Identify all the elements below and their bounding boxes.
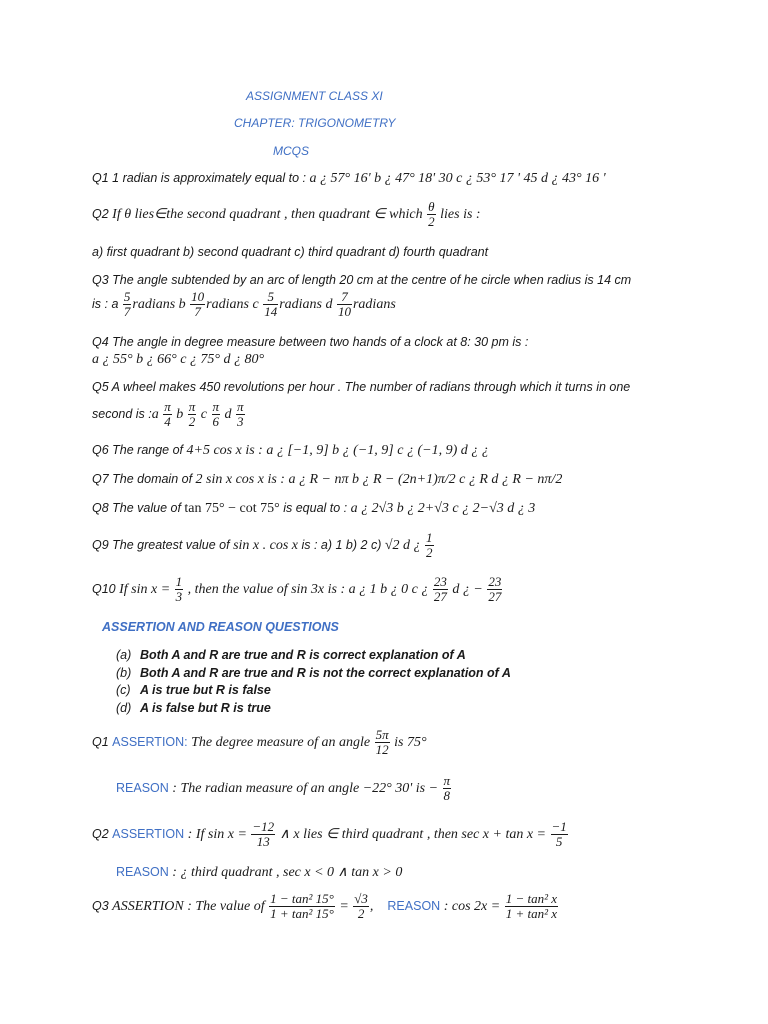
fraction-den: 10	[337, 304, 351, 319]
assertion-question-3	[92, 892, 559, 921]
question-1-options: a ¿ 57° 16' b ¿ 47° 18' 30 c ¿ 53° 17 ' 45 d ¿ 43° 16 '	[309, 171, 606, 186]
question-9	[92, 531, 435, 560]
assertion-option	[116, 648, 466, 662]
question-3-prefix: is : a	[92, 296, 122, 311]
fraction	[353, 892, 369, 921]
reason-tag: REASON	[116, 865, 169, 879]
assertion-question-2	[92, 820, 569, 849]
question-9-text: Q9 The greatest value of	[92, 537, 234, 552]
question-2	[92, 200, 481, 229]
fraction-num: θ	[428, 199, 435, 214]
fraction-num: 23	[488, 574, 502, 589]
fraction-num: 5π	[375, 727, 389, 742]
fraction	[263, 290, 278, 319]
question-10-text: If sin x =	[119, 581, 174, 597]
question-10-text-mid: , then the value of sin 3x is : a ¿ 1 b ¿ 0 c ¿	[184, 581, 432, 597]
fraction	[375, 728, 390, 757]
fraction-num: √3	[354, 891, 368, 906]
reason-tag: REASON	[387, 898, 441, 913]
option-label: (c)	[116, 683, 131, 697]
chapter-title: CHAPTER: TRIGONOMETRY	[234, 116, 396, 130]
fraction-num: 1	[426, 530, 433, 545]
question-5-options: second is :a $\frac{\pi}{4}$ b $\frac{\pi}{2}$ c $\frac{\pi}{6}$ d $\frac{\pi}{3}$	[92, 399, 244, 429]
question-9-option-c: √2	[384, 537, 400, 553]
question-5-prefix: second is :	[92, 406, 152, 421]
fraction-den: 27	[488, 589, 502, 604]
fraction-num: 5	[263, 290, 278, 305]
unit: radians	[352, 296, 396, 312]
fraction-num: π	[164, 399, 171, 414]
fraction	[163, 400, 172, 429]
fraction-num: 10	[191, 289, 205, 304]
fraction-den: 1 + tan² x	[505, 906, 558, 921]
fraction	[212, 400, 221, 429]
question-7-options: 2 sin x cos x is : a ¿ R − nπ b ¿ R − (2n+1)π/2 c ¿ R d ¿ R − nπ/2	[195, 472, 563, 487]
question-2-text-end: lies is :	[436, 206, 481, 222]
aq3-text: ASSERTION : The value of	[112, 898, 269, 914]
fraction-den: 13	[256, 834, 270, 849]
question-4-options: a ¿ 55° b ¿ 66° c ¿ 75° d ¿ 80°	[92, 352, 265, 367]
question-2-options: a) first quadrant b) second quadrant c) third quadrant d) fourth quadrant	[92, 245, 489, 259]
assertion-tag: ASSERTION:	[112, 734, 188, 749]
question-4-text: Q4 The angle in degree measure between two hands of a clock at 8: 30 pm is :	[92, 335, 529, 349]
option-text: A is false but R is true	[140, 701, 271, 715]
mcqs-title: MCQS	[273, 144, 309, 158]
fraction	[188, 400, 197, 429]
fraction	[425, 531, 434, 560]
question-7	[92, 472, 562, 488]
fraction-num: 7	[337, 290, 352, 305]
fraction-den: 5	[555, 834, 563, 849]
fraction-den: 27	[433, 589, 447, 604]
question-6	[92, 443, 489, 459]
reason-1	[116, 774, 452, 803]
fraction-num: −1	[551, 819, 567, 834]
fraction	[487, 575, 502, 604]
reason-tag: REASON	[116, 780, 169, 795]
question-10	[92, 575, 503, 604]
unit: radians	[279, 296, 322, 312]
assertion-section-title: ASSERTION AND REASON QUESTIONS	[102, 620, 339, 634]
question-1	[92, 171, 606, 187]
aq3-label: Q3	[92, 898, 113, 913]
reason-2-text: : ¿ third quadrant , sec x < 0 ∧ tan x > 0	[168, 865, 403, 880]
fraction-den: 6	[212, 414, 220, 429]
option-label: (a)	[116, 648, 132, 662]
unit: radians	[132, 296, 176, 312]
question-8-text-mid: is equal to :	[279, 501, 351, 515]
assertion-option	[116, 683, 271, 697]
question-2-text: If θ lies∈the second quadrant , then quadrant ∈ which	[112, 206, 427, 222]
fraction-num: 1 − tan² x	[505, 891, 558, 906]
question-8-expression: tan 75° − cot 75°	[184, 501, 280, 516]
option-label: (b)	[116, 666, 132, 680]
fraction-den: 2	[426, 545, 433, 560]
fraction-den: 2	[428, 214, 435, 229]
fraction-num: 5	[123, 289, 131, 304]
equals: =	[335, 898, 353, 914]
question-3-options: is : a $\frac{5}{7}$ radians b $\frac{10}{7}$ radians c $\frac{5}{14}$ radians d $\frac{7}{10}$ radians	[92, 289, 396, 319]
question-7-text: Q7 The domain of	[92, 472, 196, 486]
fraction-num: 1	[175, 574, 183, 589]
fraction-num: 23	[433, 574, 447, 589]
fraction-den: 7	[194, 304, 201, 319]
question-6-text: Q6 The range of	[92, 443, 187, 457]
assertion-option	[116, 701, 271, 715]
fraction-den: 4	[164, 414, 171, 429]
aq1-label: Q1	[92, 734, 113, 749]
fraction-den: 8	[443, 788, 451, 803]
fraction	[443, 774, 452, 803]
question-8-text: Q8 The value of	[92, 501, 185, 515]
fraction	[175, 575, 184, 604]
question-6-options: 4+5 cos x is : a ¿ [−1, 9] b ¿ (−1, 9] c ¿ (−1, 9) d ¿ ¿	[186, 443, 489, 458]
fraction	[433, 575, 448, 604]
comma: ,	[369, 898, 374, 914]
aq2-text: : If sin x =	[184, 826, 251, 842]
assertion-tag: ASSERTION	[112, 826, 185, 841]
fraction	[551, 820, 568, 849]
fraction	[505, 892, 558, 921]
fraction-den: 12	[375, 742, 389, 757]
fraction	[427, 200, 436, 229]
reason-2	[116, 864, 402, 881]
question-10-label: Q10	[92, 581, 120, 596]
aq1-text-end: is 75°	[390, 734, 427, 750]
question-10-text-end: d ¿ −	[448, 581, 487, 597]
fraction	[251, 820, 275, 849]
fraction	[190, 290, 205, 319]
aq2-text-mid: ∧ x lies ∈ third quadrant , then sec x + tan x =	[276, 826, 550, 842]
fraction-num: π	[212, 399, 220, 414]
fraction-den: 1 + tan² 15°	[270, 906, 334, 921]
fraction-num: π	[237, 399, 244, 414]
fraction-num: π	[443, 773, 451, 788]
fraction	[337, 290, 352, 319]
aq2-label: Q2	[92, 826, 113, 841]
question-8-options: a ¿ 2√3 b ¿ 2+√3 c ¿ 2−√3 d ¿ 3	[350, 501, 536, 516]
fraction-num: 1 − tan² 15°	[270, 891, 334, 906]
option-text: Both A and R are true and R is not the correct explanation of A	[140, 666, 511, 680]
aq1-text: The degree measure of an angle	[187, 734, 374, 750]
fraction-num: π	[188, 399, 196, 414]
fraction-den: 2	[357, 906, 365, 921]
question-8	[92, 501, 535, 517]
option-label: (d)	[116, 701, 132, 715]
question-5-text: Q5 A wheel makes 450 revolutions per hour . The number of radians through which it turns in one	[92, 380, 631, 394]
fraction-den: 2	[188, 414, 196, 429]
question-9-option-d: d ¿	[399, 537, 425, 553]
unit: radians	[206, 296, 249, 312]
reason-1-text: : The radian measure of an angle −22° 30' is −	[168, 780, 442, 796]
fraction	[269, 892, 335, 921]
fraction-den: 3	[175, 589, 183, 604]
fraction-num: −12	[252, 819, 275, 834]
question-2-label: Q2	[92, 206, 113, 221]
assertion-question-1	[92, 728, 427, 757]
option-text: A is true but R is false	[140, 683, 271, 697]
fraction	[123, 290, 132, 319]
fraction-den: 7	[123, 304, 131, 319]
fraction-den: 3	[237, 414, 244, 429]
question-9-expression: sin x . cos x	[233, 537, 298, 553]
assertion-option	[116, 666, 511, 680]
question-3-text: Q3 The angle subtended by an arc of length 20 cm at the centre of he circle when radius is 14 cm	[92, 273, 632, 287]
assignment-title: ASSIGNMENT CLASS XI	[246, 89, 383, 103]
question-1-text: Q1 1 radian is approximately equal to :	[92, 171, 310, 185]
fraction-den: 14	[264, 304, 278, 319]
option-text: Both A and R are true and R is correct explanation of A	[140, 648, 466, 662]
fraction	[236, 400, 245, 429]
reason-3-text: : cos 2x =	[440, 898, 504, 914]
question-9-options: is : a) 1 b) 2 c)	[298, 537, 385, 552]
